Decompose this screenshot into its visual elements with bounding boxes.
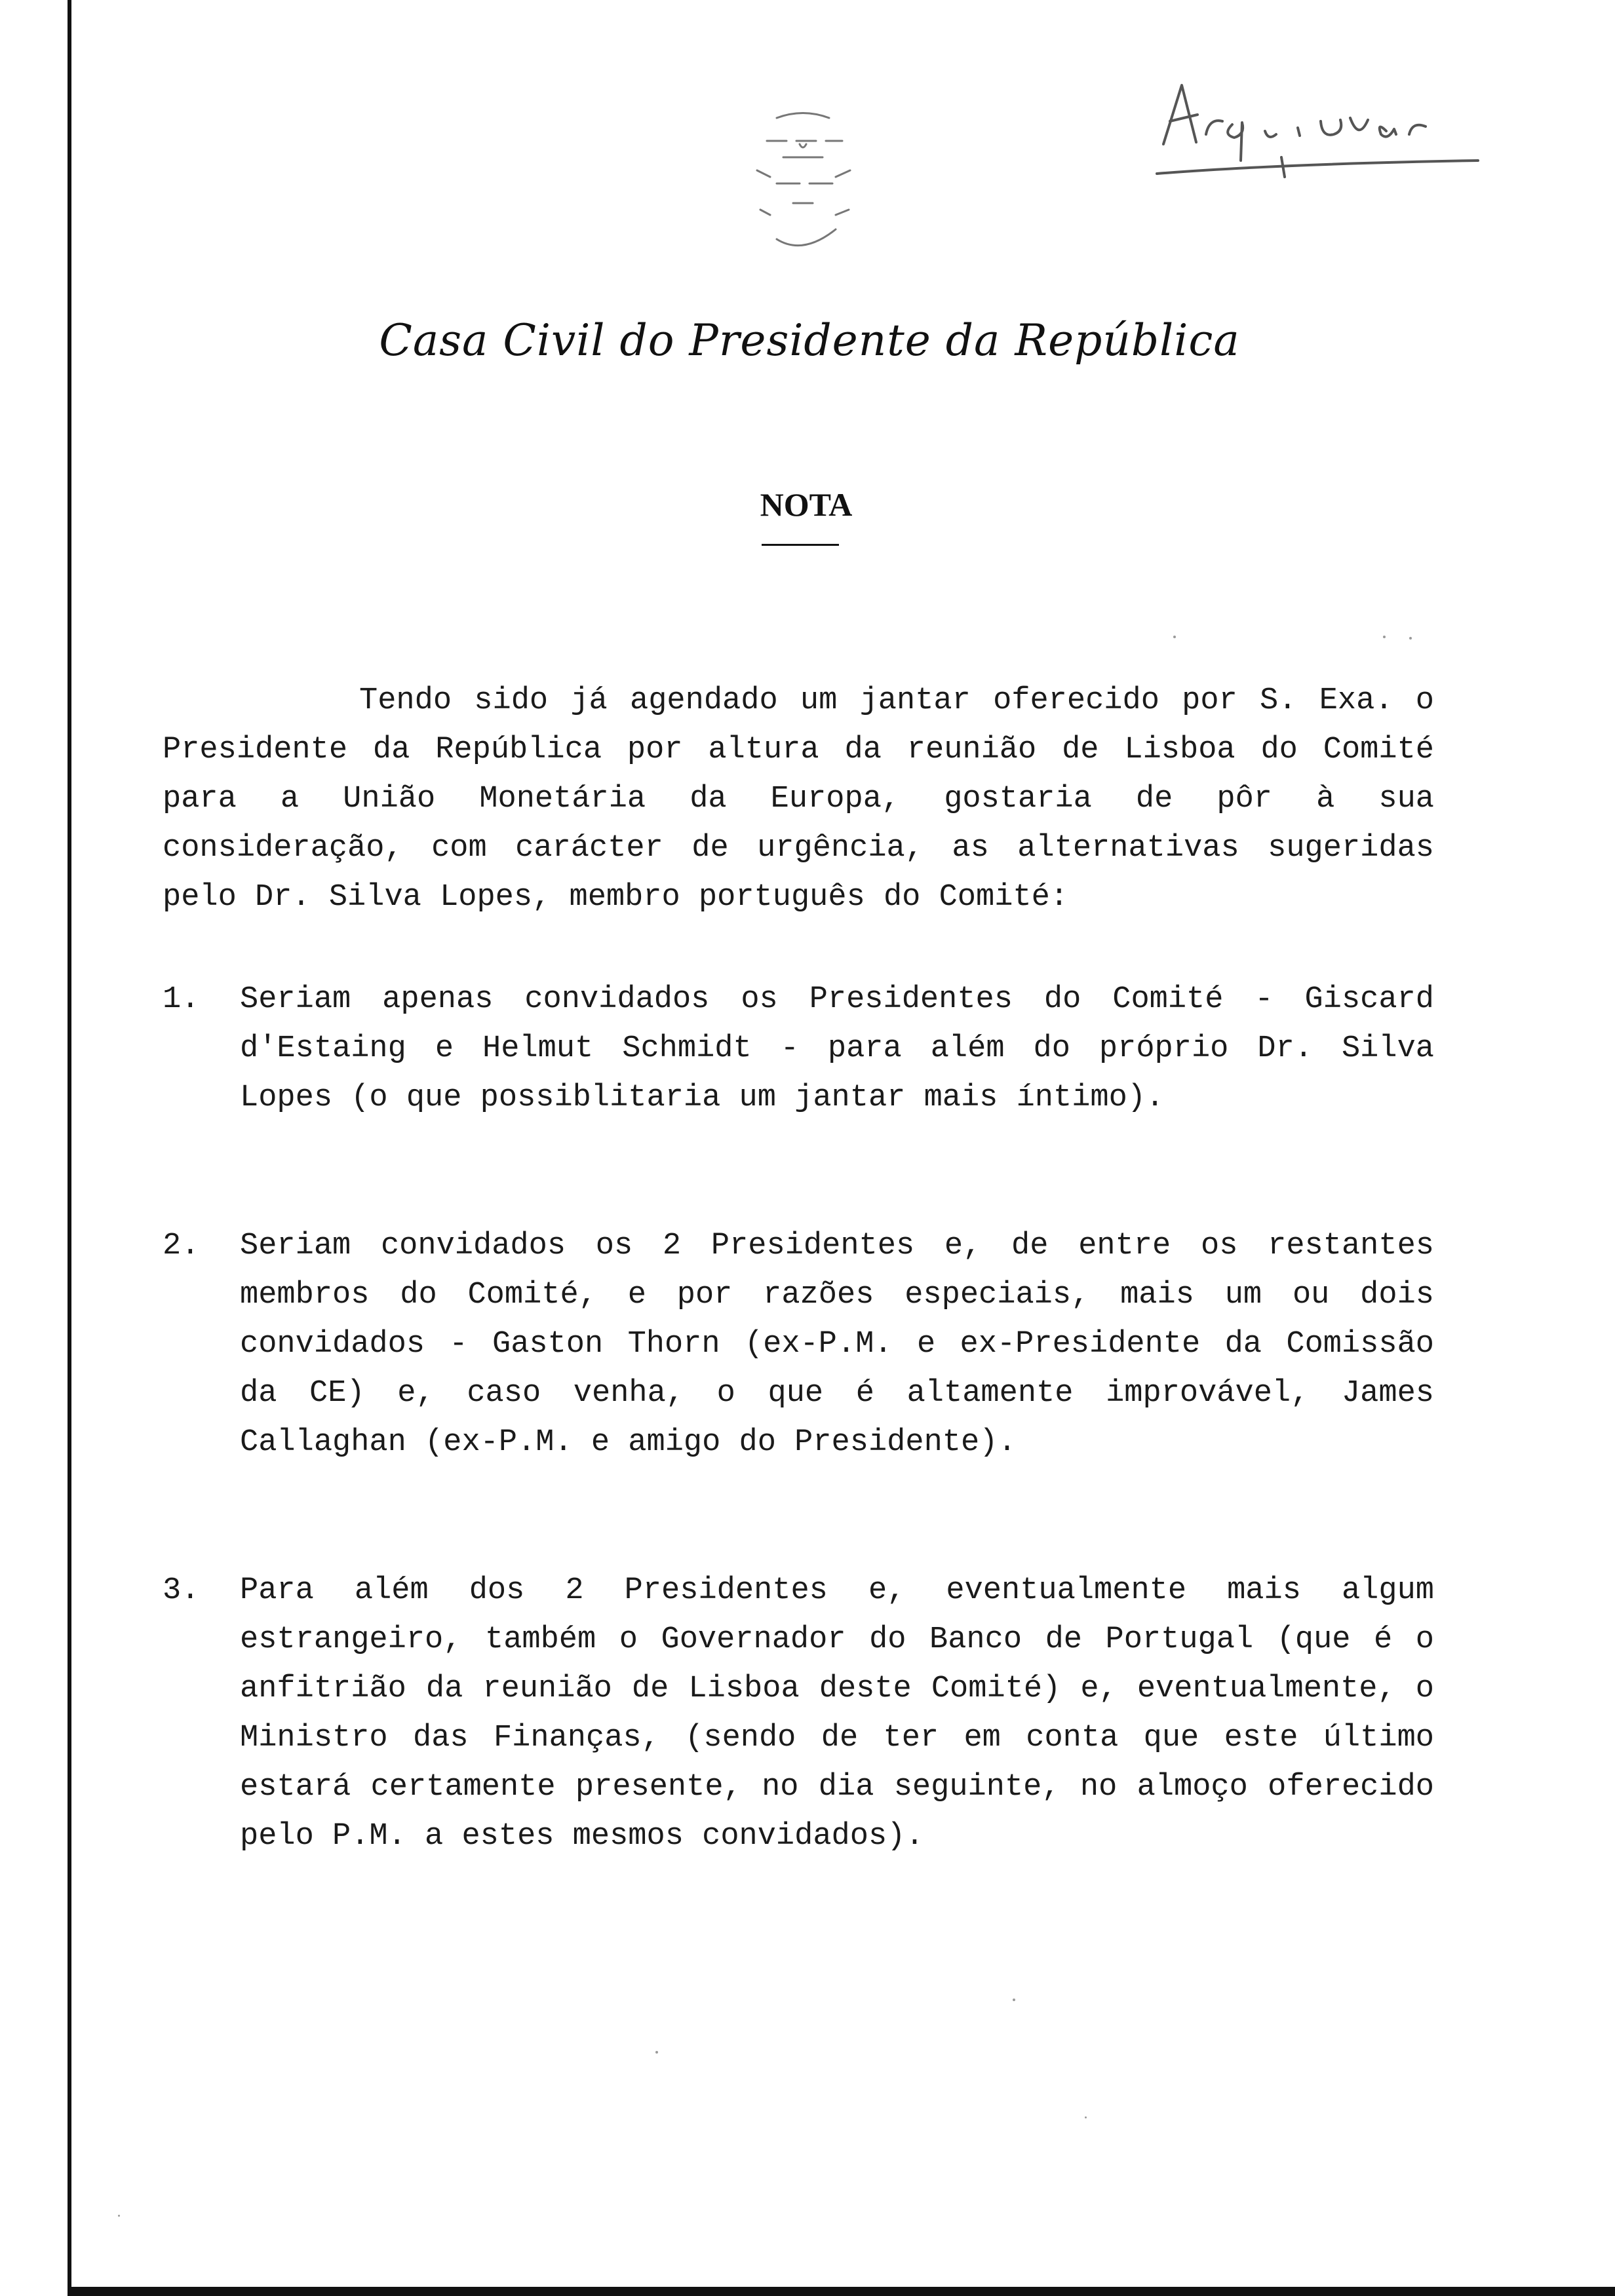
handwritten-annotation [1150,69,1491,187]
coat-of-arms-emblem [737,105,868,262]
document-title: NOTA [760,486,853,523]
intro-paragraph: Tendo sido já agendado um jantar oferecido por S. Exa. o Presidente da República por altura da reunião de Lisboa do Comité para a União Monetária da Europa, gostaria de pôr à sua consideração, com carácter de urgência, as alternativas sugeridas pelo Dr. Silva Lopes, membro português do Comité: [163,683,1434,915]
scan-speck [1409,637,1412,640]
scan-speck [118,2215,120,2217]
scan-speck [1085,2116,1087,2118]
scan-speck [655,2051,658,2054]
list-item-text: Para além dos 2 Presidentes e, eventualmente mais algum estrangeiro, também o Governador do Banco de Portugal (que é o anfitrião da reunião de Lisboa deste Comité) e, eventualmente, o Ministro das Finanças, (sendo de ter em conta que este último estará certamente presente, no dia seguinte, no almoço oferecido pelo P.M. a estes mesmos convidados). [240,1573,1434,1854]
scan-speck [1013,1999,1015,2001]
title-underline [762,544,839,546]
scan-speck [1383,636,1386,638]
list-item-number: 2. [163,1229,200,1263]
letterhead-institution: Casa Civil do Presidente da República [379,315,1240,366]
list-item [163,975,1434,1126]
list-item-number: 1. [163,982,200,1017]
page-bottom-border [68,2287,1615,2296]
scan-speck [1173,636,1176,638]
list-item [163,1566,1434,1913]
list-item-text: Seriam convidados os 2 Presidentes e, de entre os restantes membros do Comité, e por razões especiais, mais um ou dois convidados - Gaston Thorn (ex-P.M. e ex-Presidente da Comissão da CE) e, caso venha, o que é altamente improvável, James Callaghan (ex-P.M. e amigo do Presidente). [240,1229,1434,1460]
list-item-text: Seriam apenas convidados os Presidentes do Comité - Giscard d'Estaing e Helmut Schmidt - para além do próprio Dr. Silva Lopes (o que possiblitaria um jantar mais íntimo). [240,982,1434,1115]
list-item [163,1221,1434,1470]
page-left-border [68,0,71,2296]
list-item-number: 3. [163,1573,200,1608]
